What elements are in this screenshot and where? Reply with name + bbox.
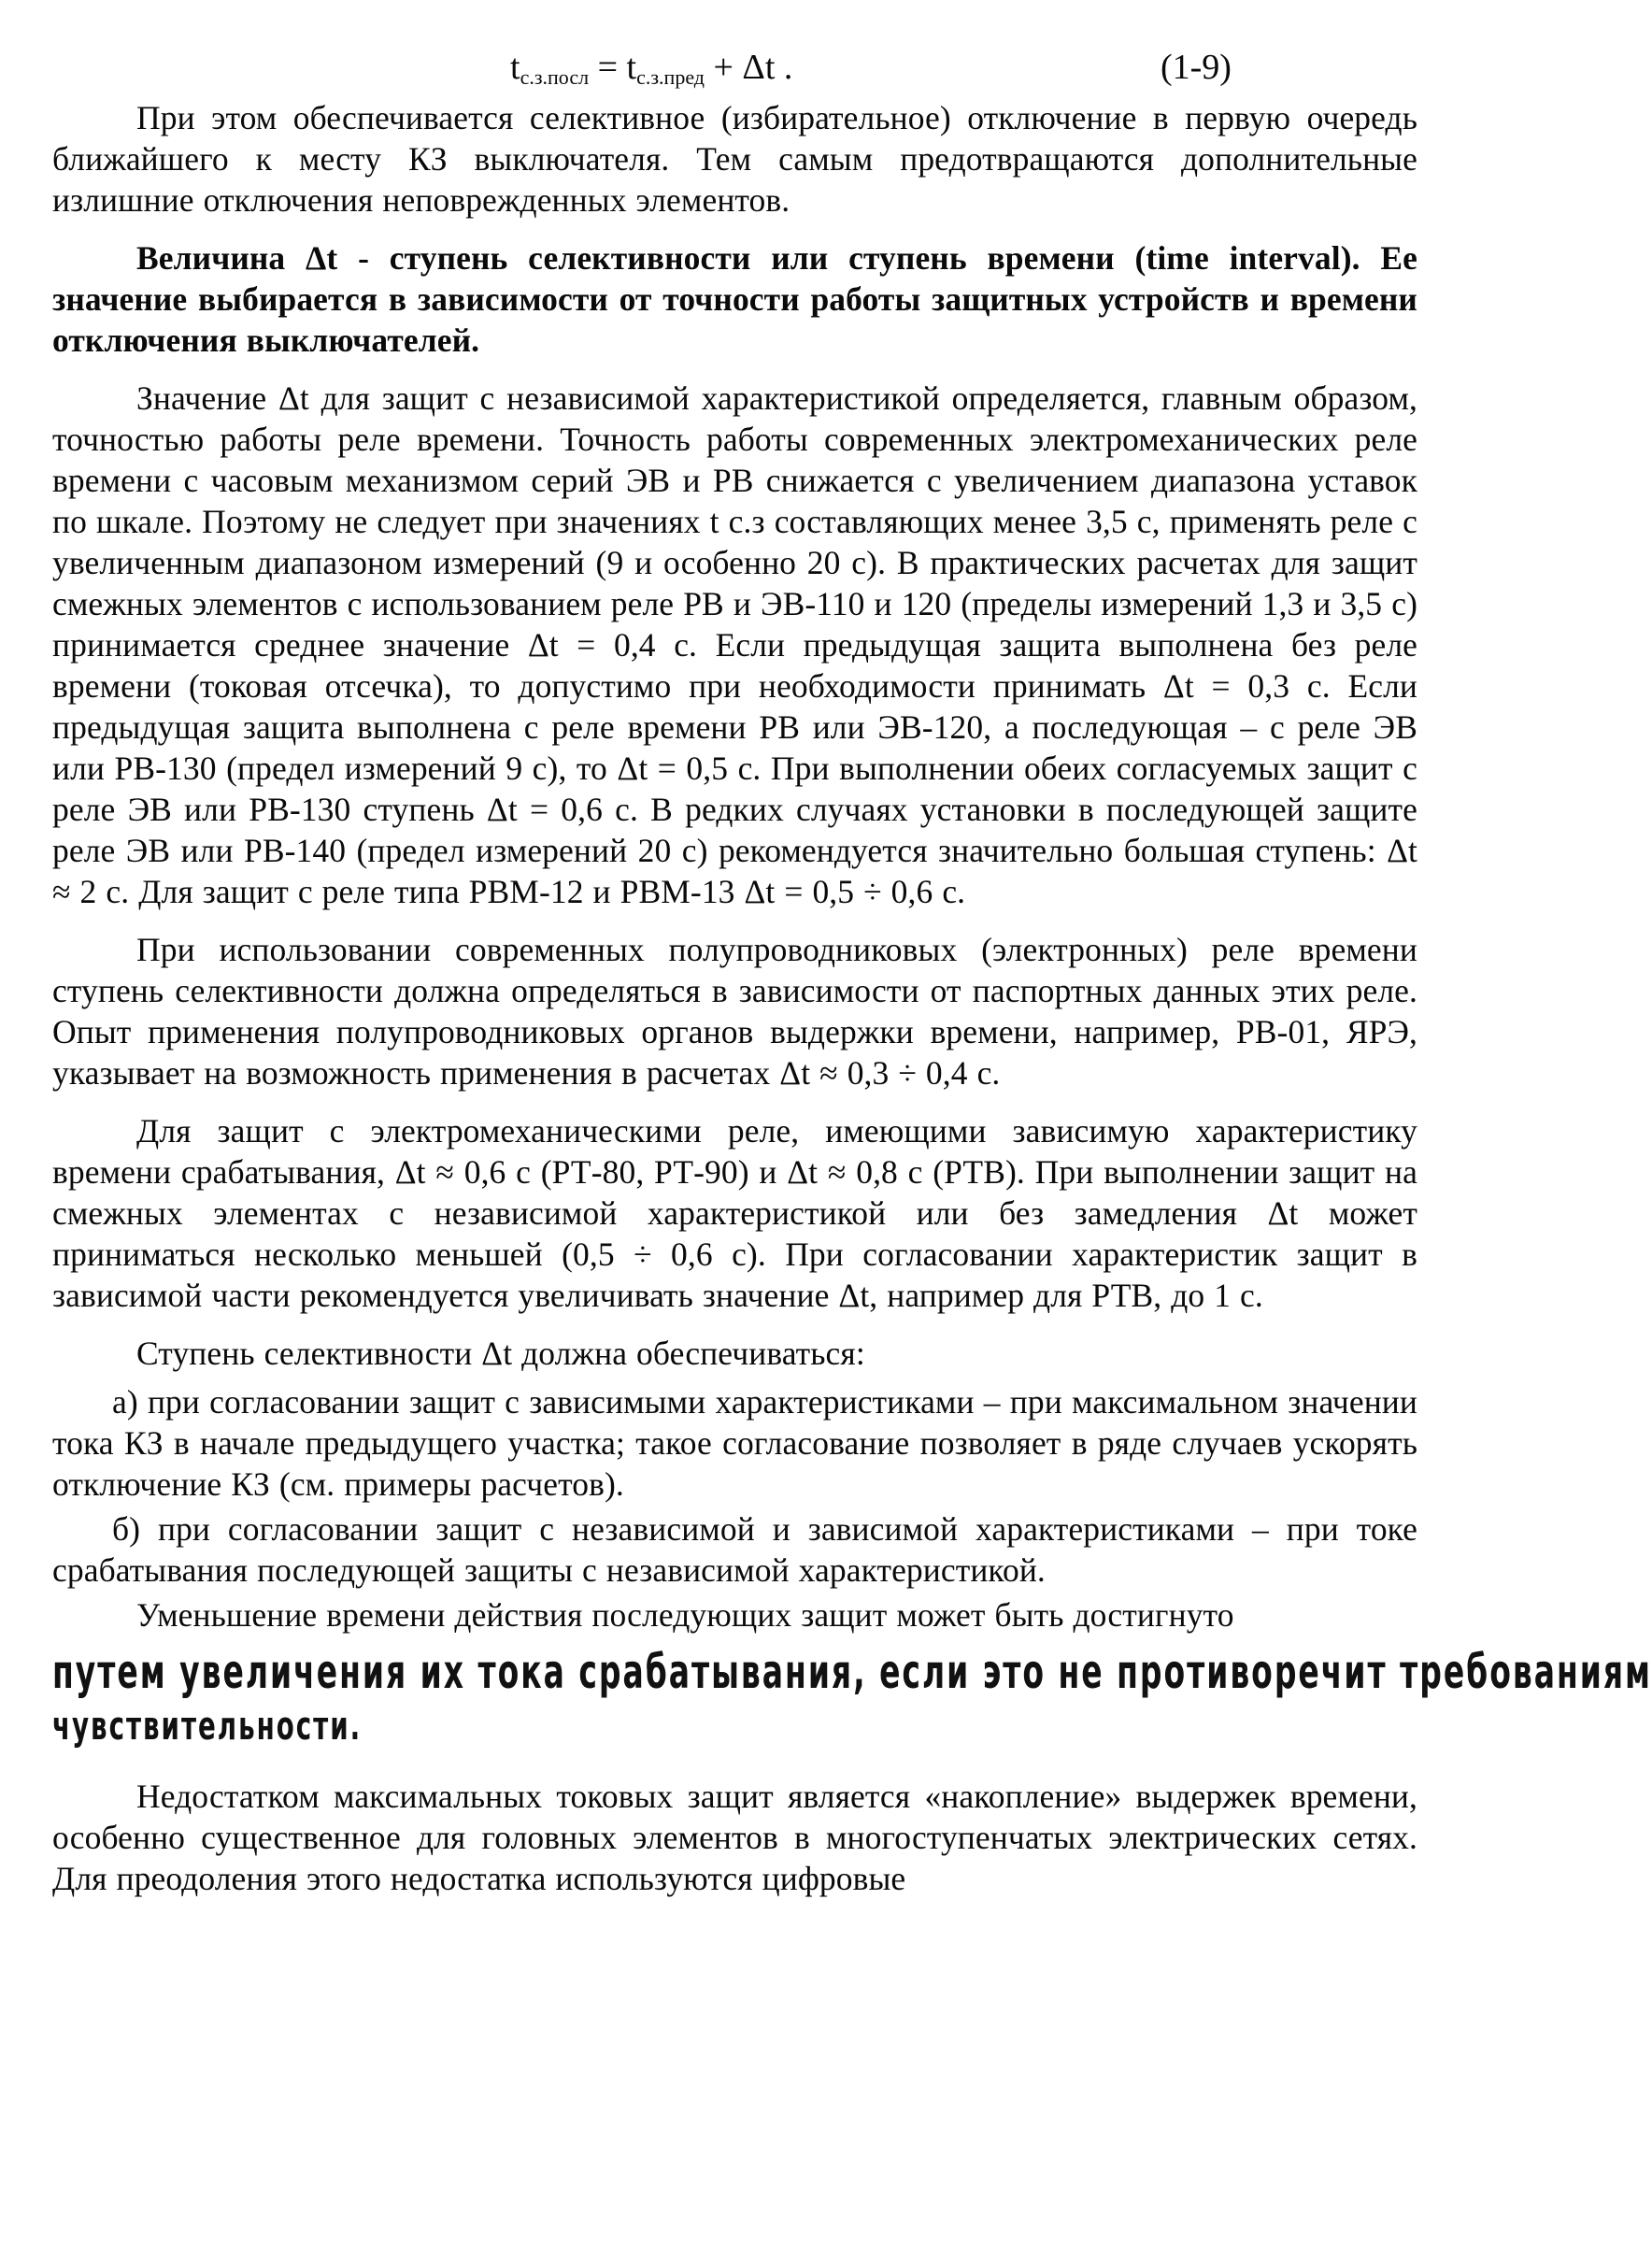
- document-page: [52, 37, 1652, 2243]
- paragraph-selectivity-step: Величина Δt - ступень селективности или ступень времени (time interval). Ее значение выбирается в зависимости от точности работы защитных устройств и времени отключения выключателей.: [52, 239, 1417, 359]
- paragraph-selective-disconnection: При этом обеспечивается селективное (избирательное) отключение в первую очередь ближайшего к месту КЗ выключателя. Тем самым предотвращаются дополнительные излишние отключения неповрежденных элементов.: [52, 99, 1417, 219]
- list-item-b: б) при согласовании защит с независимой и зависимой характеристиками – при токе срабатывания последующей защиты с независимой характеристикой.: [52, 1510, 1417, 1589]
- paragraph-dependent-characteristic: Для защит с электромеханическими реле, имеющими зависимую характеристику времени срабатывания, Δt ≈ 0,6 с (РТ-80, РТ-90) и Δt ≈ 0,8 с (РТВ). При выполнении защит на смежных элементах с независимой характеристикой или без замедления Δt может приниматься несколько меньшей (0,5 ÷ 0,6 с). При согласовании характеристик защит в зависимой части рекомендуется увеличивать значение Δt, например для РТВ, до 1 с.: [52, 1112, 1417, 1314]
- formula-t-right: t: [626, 48, 637, 87]
- paragraph-time-accumulation: Недостатком максимальных токовых защит является «накопление» выдержек времени, особенно существенное для головных элементов в многоступенчатых электрических сетях. Для преодоления этого недостатка используются цифровые: [52, 1778, 1417, 1897]
- paragraph-semiconductor-relays: При использовании современных полупроводниковых (электронных) реле времени ступень селективности должна определяться в зависимости от паспортных данных этих реле. Опыт применения полупроводниковых органов выдержки времени, например, РВ-01, ЯРЭ, указывает на возможность применения в расчетах Δt ≈ 0,3 ÷ 0,4 с.: [52, 931, 1417, 1092]
- formula-sub-left: с.з.посл: [520, 65, 590, 89]
- paragraph-selectivity-conditions: Ступень селективности Δt должна обеспечиваться:: [136, 1335, 865, 1372]
- formula-line: [52, 37, 1417, 97]
- paragraph-time-reduction: Уменьшение времени действия последующих защит может быть достигнуто: [136, 1596, 1234, 1634]
- formula-rest: + Δt .: [705, 48, 793, 87]
- list-item-a: а) при согласовании защит с зависимыми характеристиками – при максимальном значении тока КЗ в начале предыдущего участка; такое согласование позволяет в ряде случаев ускорять отключение КЗ (см. примеры расчетов).: [52, 1383, 1417, 1503]
- formula: [510, 37, 792, 107]
- paragraph-independent-characteristic: Значение Δt для защит с независимой характеристикой определяется, главным образом, точностью работы реле времени. Точность работы современных электромеханических реле времени с часовым механизмом серий ЭВ и РВ снижается с увеличением диапазона уставок по шкале. Поэтому не следует при значениях t с.з составляющих менее 3,5 с, применять реле с увеличенным диапазоном измерений (9 и особенно 20 с). В практических расчетах для защит смежных элементов с использованием реле РВ и ЭВ-110 и 120 (пределы измерений 1,3 и 3,5 с) принимается среднее значение Δt = 0,4 с. Если предыдущая защита выполнена без реле времени (токовая отсечка), то допустимо при необходимости принимать Δt = 0,3 с. Если предыдущая защита выполнена с реле времени РВ или ЭВ-120, а последующая – с реле ЭВ или РВ-130 (предел измерений 9 с), то Δt = 0,5 с. При выполнении обеих согласуемых защит с реле ЭВ или РВ-130 ступень Δt = 0,6 с. В редких случаях установки в последующей защите реле ЭВ или РВ-140 (предел измерений 20 с) рекомендуется значительно большая ступень: Δt ≈ 2 с. Для защит с реле типа РВМ-12 и РВМ-13 Δt = 0,5 ÷ 0,6 с.: [52, 379, 1417, 910]
- formula-t-left: t: [510, 48, 520, 87]
- smudged-text-line-end: чувствительности.: [52, 1703, 363, 1749]
- formula-equals: =: [589, 48, 627, 87]
- formula-sub-right: с.з.пред: [636, 65, 705, 89]
- equation-number: (1-9): [1161, 48, 1232, 87]
- smudged-text-line: путем увеличения их тока срабатывания, если это не противоречит требованиям: [52, 1645, 1652, 1699]
